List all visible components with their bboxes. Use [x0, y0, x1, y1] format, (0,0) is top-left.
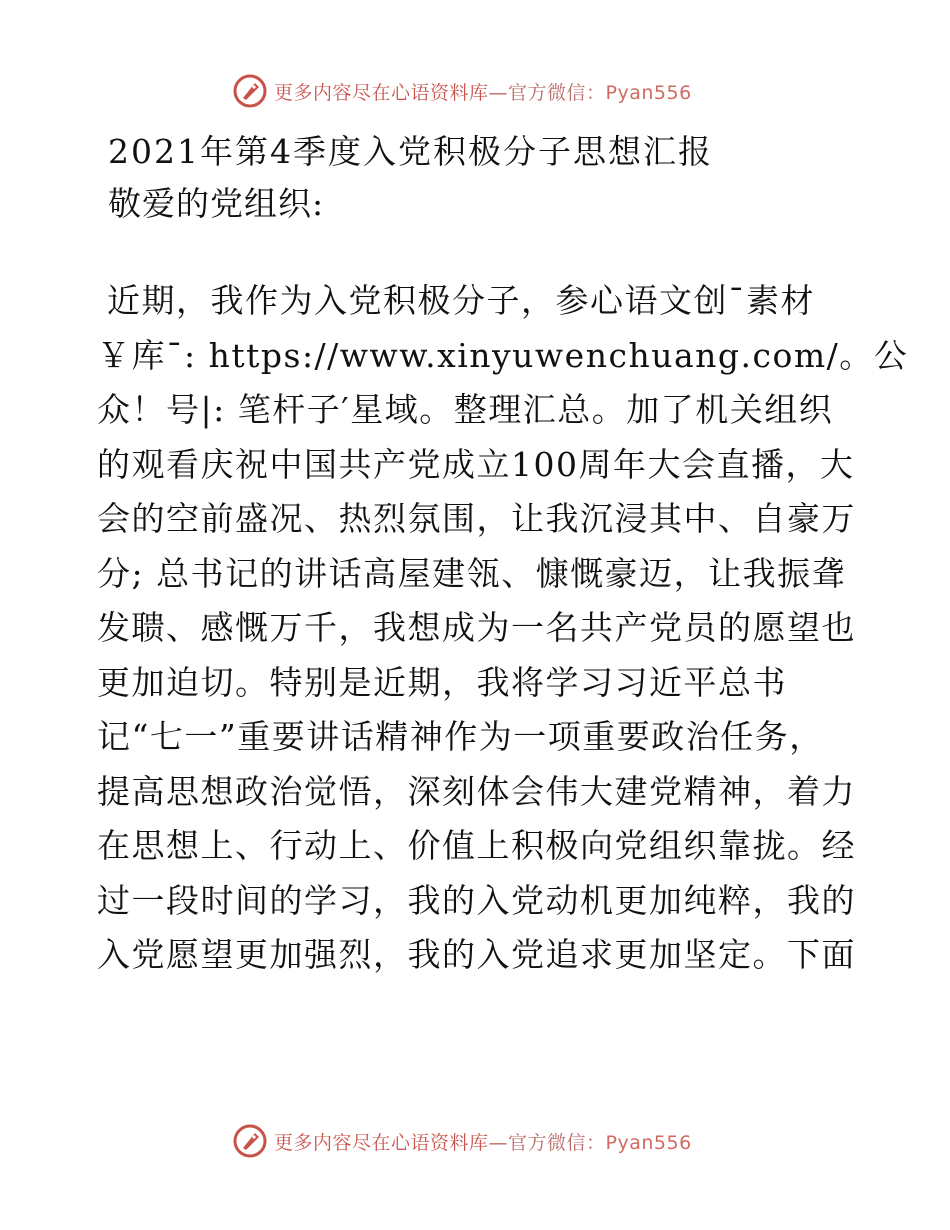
body-line: 记“七一”重要讲话精神作为一项重要政治任务，	[97, 717, 824, 756]
banner-official-label: 官方微信：	[508, 1131, 606, 1154]
banner-main-text: 更多内容尽在心语资料库	[274, 1131, 489, 1154]
body-line: 在思想上、行动上、价值上积极向党组织靠拢。经	[97, 826, 856, 865]
body-line: ￥库¯: https://www.xinyuwenchuang.com/。公	[97, 335, 909, 375]
body-line: 会的空前盛况、热烈氛围，让我沉浸其中、自豪万	[97, 499, 856, 538]
banner-wechat-id: Pyan556	[605, 81, 692, 104]
banner-text	[274, 1128, 692, 1155]
document-title: 2021年第4季度入党积极分子思想汇报	[108, 132, 713, 171]
banner-official-label: 官方微信：	[508, 81, 606, 104]
salutation: 敬爱的党组织:	[108, 184, 325, 223]
body-line: 分; 总书记的讲话高屋建瓴、慷慨豪迈，让我振聋	[97, 553, 847, 593]
banner-text	[274, 78, 692, 105]
body-line: 的观看庆祝中国共产党成立100周年大会直播，大	[97, 444, 855, 484]
body-text	[97, 274, 909, 983]
body-line: 更加迫切。特别是近期，我将学习习近平总书	[97, 662, 787, 702]
body-line: 发聩、感慨万千，我想成为一名共产党员的愿望也	[97, 608, 856, 647]
banner-separator: —	[488, 1131, 509, 1154]
body-line: 入党愿望更加强烈，我的入党追求更加坚定。下面	[97, 935, 856, 974]
header-banner[interactable]	[232, 71, 692, 111]
pen-nib-circle-icon	[232, 1123, 268, 1159]
footer-banner[interactable]	[232, 1121, 692, 1161]
body-line: 近期，我作为入党积极分子，参心语文创¯素材	[107, 281, 815, 320]
pen-nib-circle-icon	[232, 73, 268, 109]
banner-separator: —	[488, 81, 509, 104]
body-line: 众！号|: 笔杆子′星域。整理汇总。加了机关组织	[97, 390, 834, 429]
body-line: 过一段时间的学习，我的入党动机更加纯粹，我的	[97, 880, 856, 920]
banner-wechat-id: Pyan556	[605, 1131, 692, 1154]
body-line: 提高思想政治觉悟，深刻体会伟大建党精神，着力	[97, 771, 856, 811]
banner-main-text: 更多内容尽在心语资料库	[274, 81, 489, 104]
